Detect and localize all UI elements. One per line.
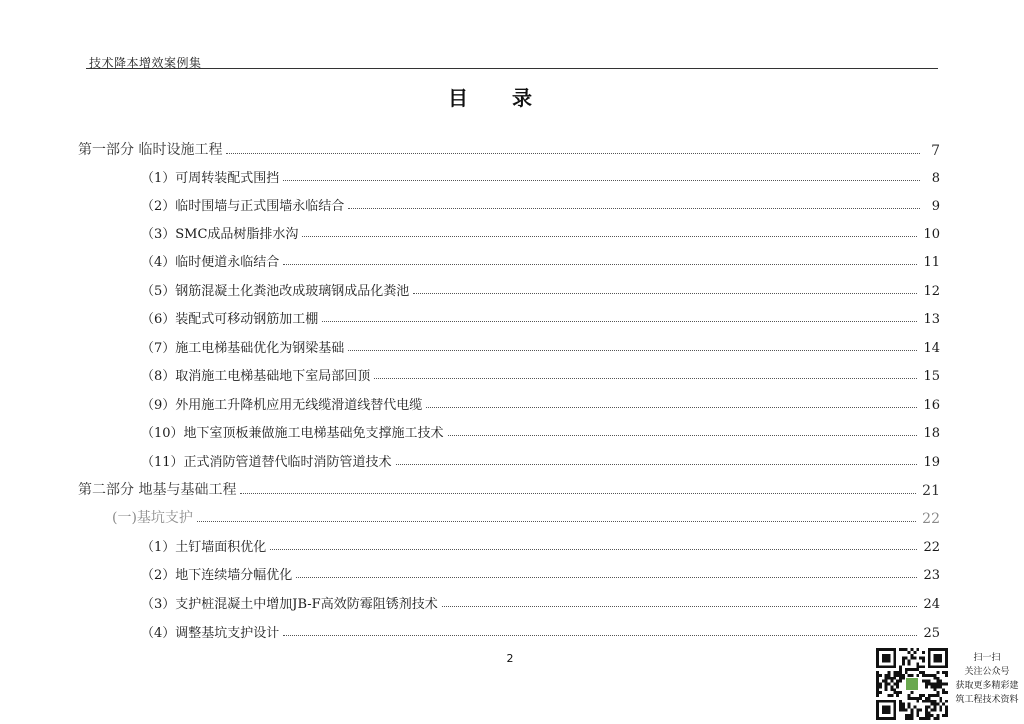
toc-dot-leader <box>426 407 917 408</box>
toc-entry[interactable] <box>141 535 940 555</box>
toc-entry[interactable] <box>141 222 940 242</box>
toc-entry-page: 16 <box>923 398 940 413</box>
toc-entry[interactable] <box>141 393 940 413</box>
toc-entry[interactable] <box>141 166 940 186</box>
toc-entry-label: （1）土钉墙面积优化 <box>141 540 267 555</box>
toc-entry-page: 23 <box>923 568 940 583</box>
toc-entry-page: 25 <box>923 626 940 641</box>
toc-dot-leader <box>348 350 917 351</box>
toc-entry-page: 18 <box>923 426 940 441</box>
toc-entry-label: （8）取消施工电梯基础地下室局部回顶 <box>141 369 371 384</box>
toc-entry-label: （4）调整基坑支护设计 <box>141 626 280 641</box>
toc-entry[interactable] <box>141 450 940 470</box>
toc-entry-page: 11 <box>923 255 940 270</box>
toc-entry[interactable] <box>141 563 940 583</box>
toc-entry-page: 21 <box>922 483 940 499</box>
page-number: 2 <box>506 652 514 665</box>
toc-entry[interactable] <box>141 336 940 356</box>
toc-dot-leader <box>283 635 917 636</box>
toc-entry-label: （6）装配式可移动钢筋加工棚 <box>141 312 319 327</box>
toc-entry-label: （3）支护桩混凝土中增加JB-F高效防霉阻锈剂技术 <box>141 597 438 612</box>
toc-entry-label: 第二部分 地基与基础工程 <box>78 482 237 498</box>
toc-entry-page: 9 <box>931 199 940 214</box>
toc-dot-leader <box>296 577 917 578</box>
toc-entry-label: （1）可周转装配式围挡 <box>141 171 280 186</box>
toc-dot-leader <box>413 293 917 294</box>
toc-dot-leader <box>322 321 917 322</box>
toc-entry[interactable] <box>141 307 940 327</box>
running-header: 技术降本增效案例集 <box>89 56 202 70</box>
toc-dot-leader <box>283 180 920 181</box>
toc-entry-label: （10）地下室顶板兼做施工电梯基础免支撑施工技术 <box>141 426 444 441</box>
toc-dot-leader <box>374 378 917 379</box>
toc-entry-label: 第一部分 临时设施工程 <box>78 142 223 158</box>
qr-code-icon <box>876 648 948 720</box>
toc-dot-leader <box>348 208 920 209</box>
toc-entry-page: 22 <box>922 511 940 527</box>
toc-entry[interactable] <box>141 279 940 299</box>
toc-entry-page: 14 <box>923 341 940 356</box>
toc-entry[interactable] <box>141 621 940 641</box>
toc-entry-page: 15 <box>923 369 940 384</box>
toc-entry-page: 22 <box>923 540 940 555</box>
toc-dot-leader <box>396 464 918 465</box>
toc-entry-label: （11）正式消防管道替代临时消防管道技术 <box>141 455 392 470</box>
toc-entry-label: （9）外用施工升降机应用无线缆滑道线替代电缆 <box>141 398 423 413</box>
toc-entry[interactable] <box>141 421 940 441</box>
qr-caption <box>952 651 1022 707</box>
toc-entry[interactable] <box>141 364 940 384</box>
toc-dot-leader <box>442 606 918 607</box>
toc-entry-page: 13 <box>923 312 940 327</box>
toc-entry[interactable] <box>141 250 940 270</box>
toc-entry-page: 7 <box>931 143 940 159</box>
toc-dot-leader <box>240 493 916 494</box>
toc-entry[interactable] <box>141 194 940 214</box>
toc-entry-label: (一)基坑支护 <box>112 510 193 526</box>
toc-entry-page: 19 <box>923 455 940 470</box>
toc-dot-leader <box>226 153 920 154</box>
toc-dot-leader <box>270 549 917 550</box>
toc-dot-leader <box>283 264 917 265</box>
qr-caption-line: 扫一扫 <box>973 653 1001 663</box>
toc-entry[interactable] <box>112 507 940 527</box>
toc-entry-label: （2）地下连续墙分幅优化 <box>141 568 293 583</box>
toc-entry-page: 12 <box>923 284 940 299</box>
page-title: 目录 <box>448 86 576 110</box>
toc-entry-page: 24 <box>923 597 940 612</box>
toc-entry[interactable] <box>78 139 940 159</box>
toc-dot-leader <box>197 521 916 522</box>
toc-entry[interactable] <box>141 592 940 612</box>
qr-caption-line: 获取更多精彩建 <box>955 681 1019 691</box>
toc-entry-label: （7）施工电梯基础优化为钢梁基础 <box>141 341 345 356</box>
header-rule <box>86 68 938 69</box>
toc-entry-label: （3）SMC成品树脂排水沟 <box>141 227 299 242</box>
toc-entry-label: （5）钢筋混凝土化粪池改成玻璃钢成品化粪池 <box>141 284 410 299</box>
toc-entry-label: （4）临时便道永临结合 <box>141 255 280 270</box>
toc-entry-label: （2）临时围墙与正式围墙永临结合 <box>141 199 345 214</box>
toc-dot-leader <box>448 435 918 436</box>
qr-caption-line: 筑工程技术资料 <box>955 695 1019 705</box>
toc-entry-page: 8 <box>931 171 940 186</box>
qr-caption-line: 关注公众号 <box>964 667 1010 677</box>
toc-entry[interactable] <box>78 479 940 499</box>
toc-dot-leader <box>302 236 917 237</box>
toc-entry-page: 10 <box>923 227 940 242</box>
